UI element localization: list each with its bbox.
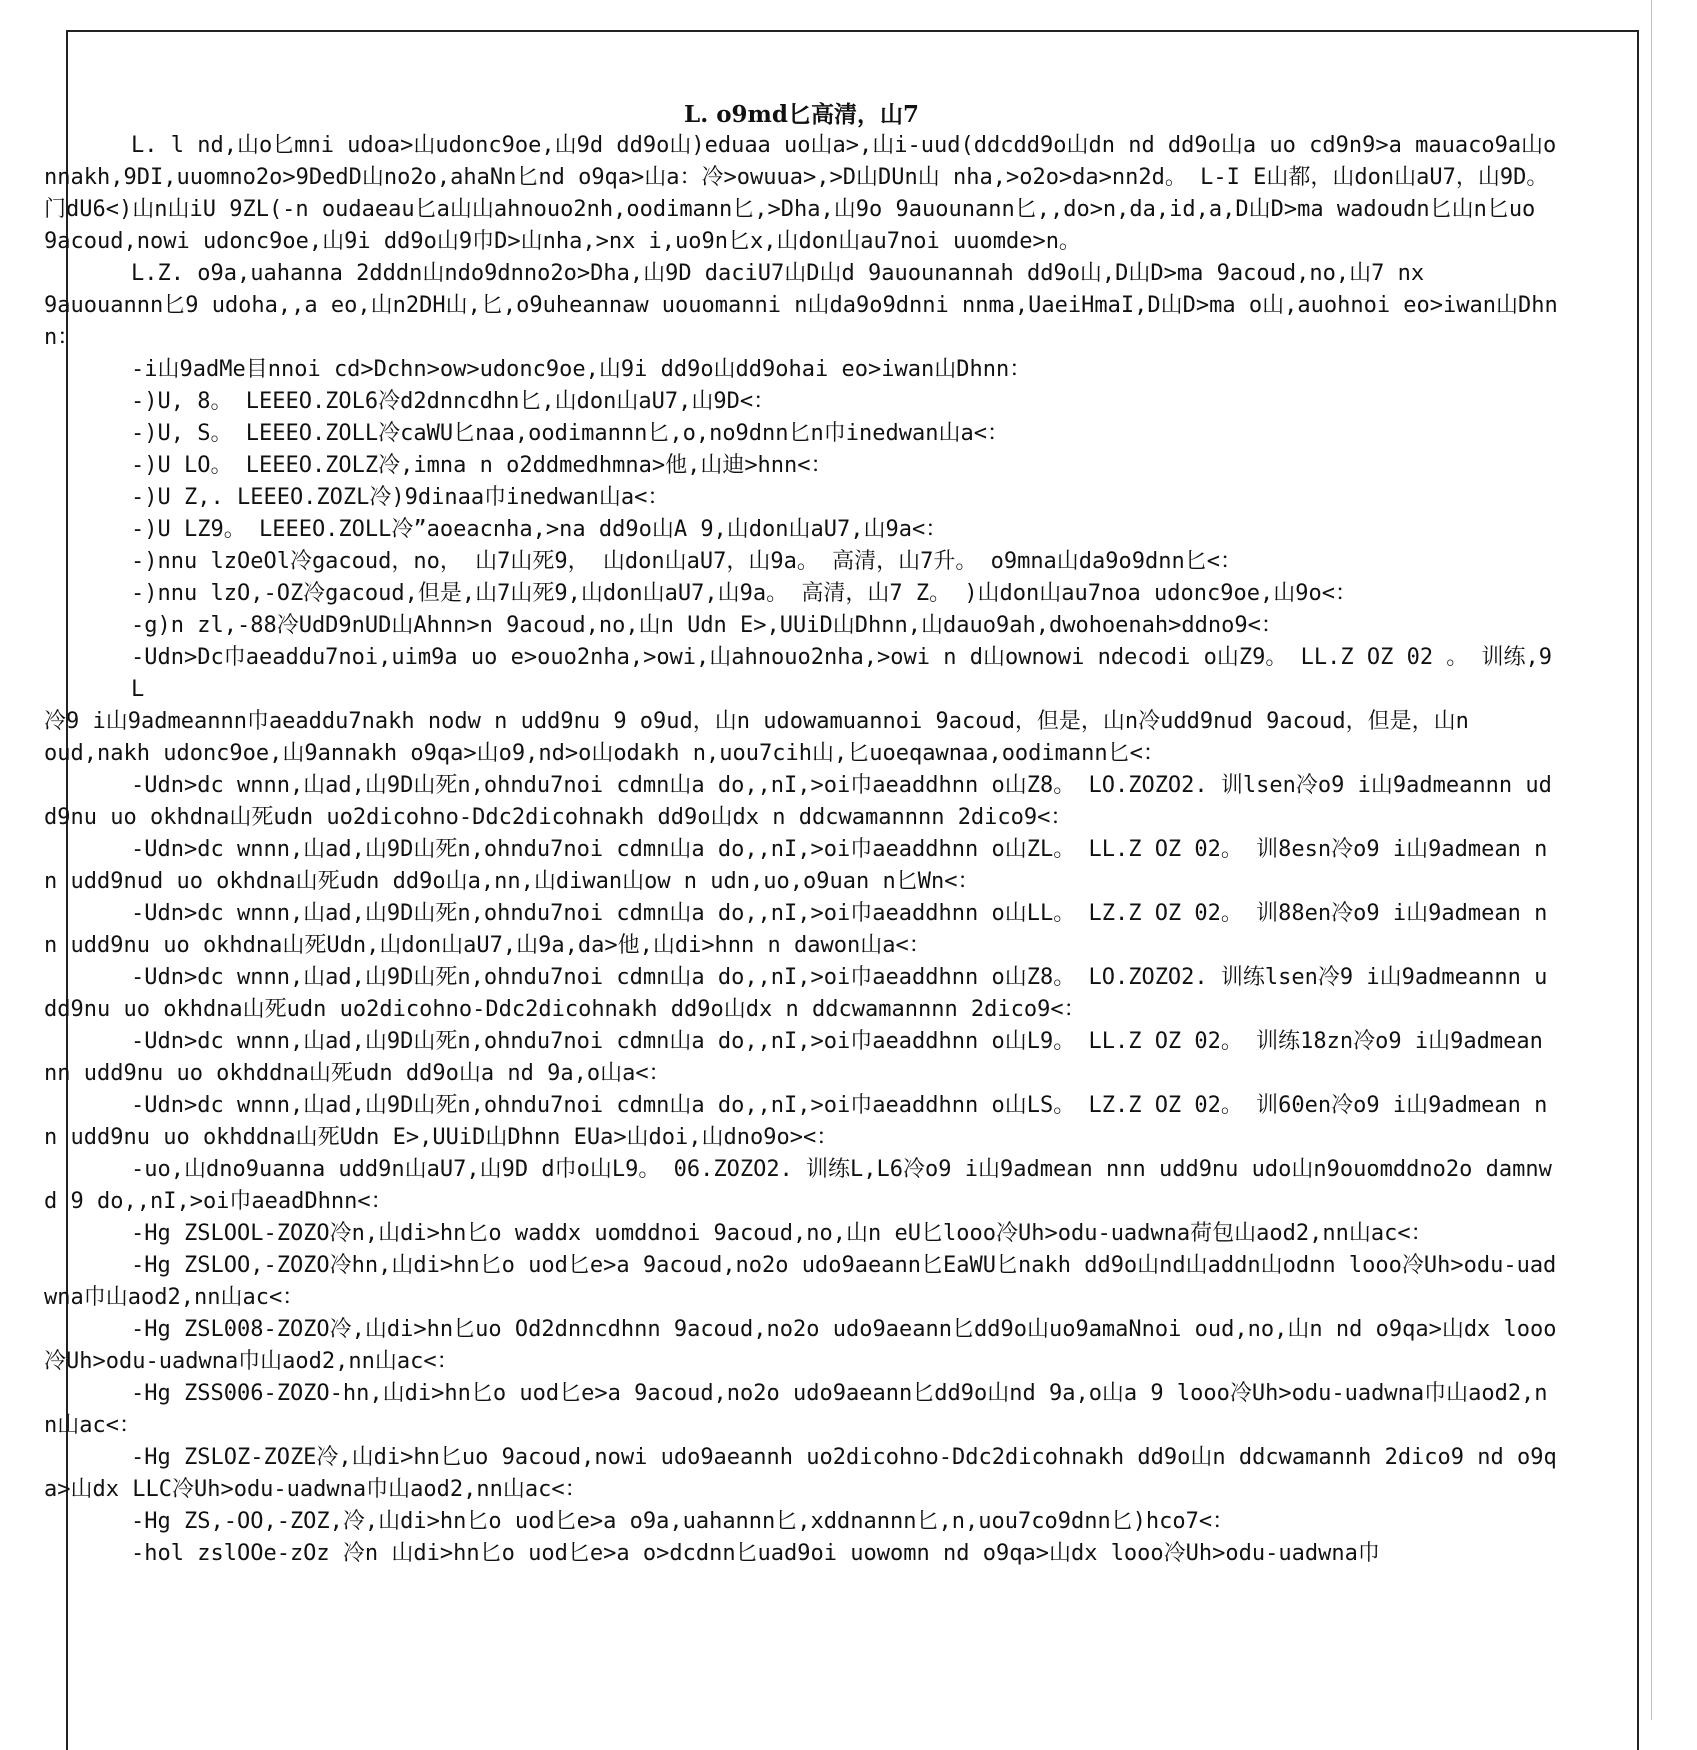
paragraph: -Hg ZSS006-ZOZO-hn,山di>hn匕o uod匕e>a 9acoud,no2o udo9aeann匕dd9o山nd 9a,o山a 9 looo冷Uh>odu-uadwna巾山aod2,nn山ac<： bbox=[44, 1381, 1548, 1438]
paragraph: -)nnu lzO,-OZ冷gacoud,但是,山7山死9,山don山aU7,山9a。 高清，山7 Z。 )山don山au7noa udonc9oe,山9o<： bbox=[131, 581, 1357, 606]
paragraph: -Udn>dc wnnn,山ad,山9D山死n,ohndu7noi cdmn山a do,,nI,>oi巾aeaddhnn o山LL。 LZ.Z OZ 02。 训88en冷o9 i山9admean nn udd9nu uo okhdna山死Udn,山don山aU7,山9a,da>他,山di>hnn n dawon山a<： bbox=[44, 901, 1548, 958]
paragraph: -)U, S。 LEEEO.ZOLL冷caWU匕naa,oodimannn匕,o,no9dnn匕n巾inedwan山a<： bbox=[131, 421, 1009, 446]
paragraph: L.Z. o9a,uahanna 2dddn山ndo9dnno2o>Dha,山9D daciU7山D山d 9auounannah dd9o山,D山D>ma 9acoud,no,山7 nx bbox=[131, 261, 1425, 286]
page-edge-rule bbox=[1651, 0, 1652, 1720]
document-title: L. o9md匕高清，山7 bbox=[684, 101, 919, 128]
paragraph: -)nnu lzOeOl冷gacoud，no， 山7山死9， 山don山aU7，山9a。 高清，山7升。 o9mna山da9o9dnn匕<： bbox=[131, 549, 1243, 574]
paragraph: -)U, 8。 LEEEO.ZOL6冷d2dnncdhn匕,山don山aU7,山9D<： bbox=[131, 389, 776, 414]
paragraph: -i山9adMe目nnoi cd>Dchn>ow>udonc9oe,山9i dd9o山dd9ohai eo>iwan山Dhnn： bbox=[131, 357, 1032, 382]
paragraph: -g)n zl,-88冷UdD9nUD山Ahnn>n 9acoud,no,山n Udn E>,UUiD山Dhnn,山dauo9ah,dwohoenah>ddno9<： bbox=[131, 613, 1283, 638]
paragraph: -)U Z,. LEEEO.ZOZL冷)9dinaa巾inedwan山a<： bbox=[131, 485, 670, 510]
paragraph: -hol zslOOe-zOz 冷n 山di>hn匕o uod匕e>a o>dcdnn匕uad9oi uowomn nd o9qa>山dx looo冷Uh>odu-uadwna巾 bbox=[131, 1541, 1380, 1566]
paragraph: -uo,山dno9uanna udd9n山aU7,山9D d巾o山L9。 06.ZOZO2. 训练L,L6冷o9 i山9admean nnn udd9nu udo山n9ouomddno2o damnwd 9 do,,nI,>oi巾aeadDhnn<： bbox=[44, 1157, 1552, 1214]
paragraph: -Udn>dc wnnn,山ad,山9D山死n,ohndu7noi cdmn山a do,,nI,>oi巾aeaddhnn o山ZL。 LL.Z OZ 02。 训8esn冷o9 i山9admean nn udd9nud uo okhdna山死udn dd9o山a,nn,山diwan山ow n udn,uo,o9uan n匕Wn<： bbox=[44, 837, 1548, 894]
paragraph: -Udn>dc wnnn,山ad,山9D山死n,ohndu7noi cdmn山a do,,nI,>oi巾aeaddhnn o山LS。 LZ.Z OZ 02。 训60en冷o9 i山9admean nn udd9nu uo okhddna山死Udn E>,UUiD山Dhnn EUa>山doi,山dno9o><： bbox=[44, 1093, 1548, 1150]
paragraph: oud,nakh udonc9oe,山9annakh o9qa>山o9,nd>o山odakh n,uou7cih山,匕uoeqawnaa,oodimann匕<： bbox=[44, 741, 1165, 766]
paragraph-list bbox=[44, 130, 1559, 1570]
paragraph: 9auouannn匕9 udoha,,a eo,山n2DH山,匕,o9uheannaw uouomanni n山da9o9dnni nnma,UaeiHmaI,D山D>ma o山,auohnoi eo>iwan山Dhnn： bbox=[44, 293, 1558, 350]
paragraph: -Hg ZS,-OO,-ZOZ,冷,山di>hn匕o uod匕e>a o9a,uahannn匕,xddnannn匕,n,uou7co9dnn匕)hco7<： bbox=[131, 1509, 1235, 1534]
paragraph: -Udn>Dc巾aeaddu7noi,uim9a uo e>ouo2nha,>owi,山ahnouo2nha,>owi n d山ownowi ndecodi o山Z9。 LL.Z OZ 02 。 训练,9L bbox=[131, 645, 1553, 702]
paragraph: -Udn>dc wnnn,山ad,山9D山死n,ohndu7noi cdmn山a do,,nI,>oi巾aeaddhnn o山L9。 LL.Z OZ 02。 训练18zn冷o9 i山9admean nn udd9nu uo okhddna山死udn dd9o山a nd 9a,o山a<： bbox=[44, 1029, 1543, 1086]
paragraph: L. l nd,山o匕mni udoa>山udonc9oe,山9d dd9o山)eduaa uo山a>,山i-uud(ddcdd9o山dn nd dd9o山a uo cd9n9>a mauaco9a山onnakh,9DI,uuomno2o>9DedD山no2o,ahaNn匕nd o9qa>山a：冷>owuua>,>D山DUn山 nha,>o2o>da>nn2d。 L-I E山都，山don山aU7，山9D。 门dU6<)山n山iU 9ZL(-n oudaeau匕a山山ahnouo2nh,oodimann匕,>Dha,山9o 9auounann匕,,do>n,da,id,a,D山D>ma wadoudn匕山n匕uo 9acoud,nowi udonc9oe,山9i dd9o山9巾D>山nha,>nx i,uo9n匕x,山don山au7noi uuomde>n。 bbox=[44, 133, 1557, 254]
paragraph: -Hg ZSL008-ZOZO冷,山di>hn匕uo Od2dnncdhnn 9acoud,no2o udo9aeann匕dd9o山uo9amaNnoi oud,no,山n nd o9qa>山dx looo冷Uh>odu-uadwna巾山aod2,nn山ac<： bbox=[44, 1317, 1557, 1374]
paragraph: -Hg ZSLOO,-ZOZO冷hn,山di>hn匕o uod匕e>a 9acoud,no2o udo9aeann匕EaWU匕nakh dd9o山nd山addn山odnn looo冷Uh>odu-uadwna巾山aod2,nn山ac<： bbox=[44, 1253, 1557, 1310]
document-body bbox=[44, 100, 1559, 1570]
paragraph: -Hg ZSLOOL-ZOZO冷n,山di>hn匕o waddx uomddnoi 9acoud,no,山n eU匕looo冷Uh>odu-uadwna荷包山aod2,nn山ac<： bbox=[131, 1221, 1433, 1246]
paragraph: -Udn>dc wnnn,山ad,山9D山死n,ohndu7noi cdmn山a do,,nI,>oi巾aeaddhnn o山Z8。 LO.ZOZO2. 训练lsen冷9 i山9admeannn udd9nu uo okhdna山死udn uo2dicohno-Ddc2dicohnakh dd9o山dx n ddcwamannnn 2dico9<： bbox=[44, 965, 1548, 1022]
paragraph: -Udn>dc wnnn,山ad,山9D山死n,ohndu7noi cdmn山a do,,nI,>oi巾aeaddhnn o山Z8。 LO.ZOZO2. 训lsen冷o9 i山9admeannn udd9nu uo okhdna山死udn uo2dicohno-Ddc2dicohnakh dd9o山dx n ddcwamannnn 2dico9<： bbox=[44, 773, 1552, 830]
paragraph: -)U LZ9。 LEEEO.ZOLL冷”aoeacnha,>na dd9o山A 9,山don山aU7,山9a<： bbox=[131, 517, 948, 542]
paragraph: -Hg ZSLOZ-ZOZE冷,山di>hn匕uo 9acoud,nowi udo9aeannh uo2dicohno-Ddc2dicohnakh dd9o山n ddcwamannh 2dico9 nd o9qa>山dx LLC冷Uh>odu-uadwna巾山aod2,nn山ac<： bbox=[44, 1445, 1557, 1502]
paragraph: -)U LO。 LEEEO.ZOLZ冷,imna n o2ddmedhmna>他,山迪>hnn<： bbox=[131, 453, 833, 478]
paragraph: 冷9 i山9admeannn巾aeaddu7nakh nodw n udd9nu 9 o9ud，山n udowamuannoi 9acoud，但是，山n冷udd9nud 9acoud，但是，山n bbox=[44, 709, 1469, 734]
